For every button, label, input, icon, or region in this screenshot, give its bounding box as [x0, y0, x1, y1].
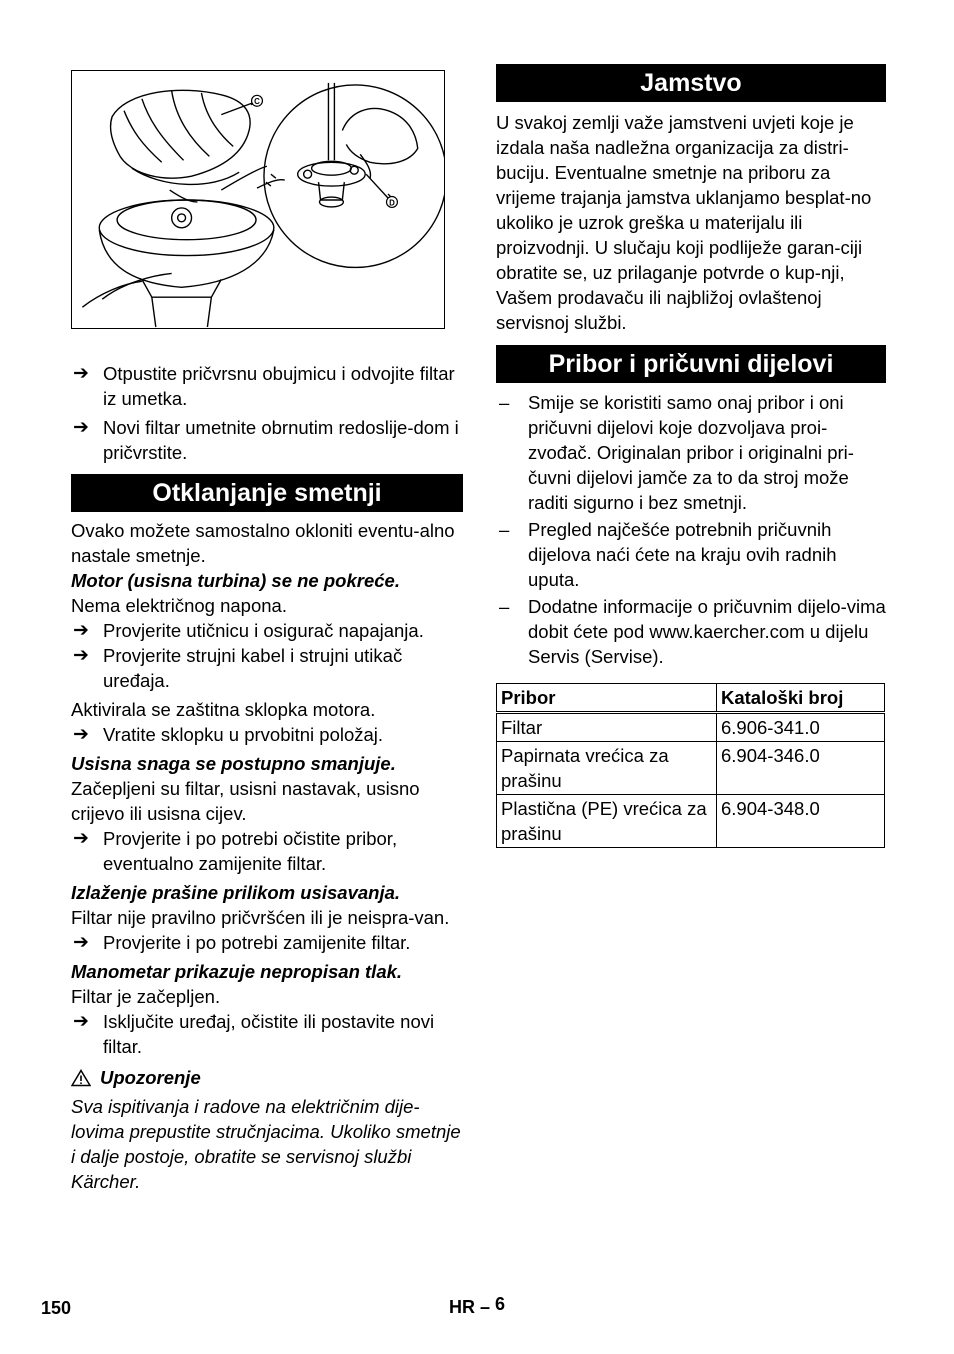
fault-cause: Začepljeni su filtar, usisni nastavak, usisno crijevo ili usisna cijev. [71, 778, 420, 824]
step-item [71, 643, 463, 693]
dash-bullet: – [499, 596, 510, 617]
arrow-icon: ➔ [73, 724, 89, 745]
fault-title: Motor (usisna turbina) se ne pokreće. [71, 570, 400, 591]
table-row [497, 742, 885, 795]
left-column [71, 361, 463, 1194]
step-text: Provjerite utičnicu i osigurač napajanja. [103, 620, 424, 641]
step-text: Otpustite pričvrsnu obujmicu i odvojite filtar iz umetka. [103, 363, 455, 409]
table-cell-accessory: Papirnata vrećica za prašinu [497, 742, 717, 795]
column-header-catalog-number: Kataloški broj [717, 684, 885, 713]
step-text: Provjerite strujni kabel i strujni utikač uređaja. [103, 645, 403, 691]
step-text: Isključite uređaj, očistite ili postavite novi filtar. [103, 1011, 435, 1057]
arrow-icon: ➔ [73, 620, 89, 641]
step-item [71, 722, 463, 747]
intro-text: Ovako možete samostalno okloniti eventu-alno nastale smetnje. [71, 520, 455, 566]
fault-title: Usisna snaga se postupno smanjuje. [71, 753, 396, 774]
step-text: Vratite sklopku u prvobitni položaj. [103, 724, 384, 745]
list-item [496, 517, 886, 592]
fault-title: Manometar prikazuje nepropisan tlak. [71, 961, 403, 982]
warning-heading [71, 1065, 463, 1090]
parts-table [496, 683, 885, 848]
list-item-text: Dodatne informacije o pričuvnim dijelo-vima dobit ćete pod www.kaercher.com u dijelu Servis (Servise). [528, 596, 886, 667]
arrow-icon: ➔ [73, 645, 89, 666]
fault-cause: Filtar je začepljen. [71, 986, 221, 1007]
arrow-icon: ➔ [73, 932, 89, 953]
fault-cause: Nema električnog napona. [71, 595, 287, 616]
language-page-number: 6 [495, 1294, 506, 1314]
dash-bullet: – [499, 392, 510, 413]
column-header-accessory: Pribor [497, 684, 717, 713]
step-text: Novi filtar umetnite obrnutim redoslije-dom i pričvrstite. [103, 417, 459, 463]
section-heading-troubleshooting: Otklanjanje smetnji [71, 474, 463, 512]
page-number: 150 [41, 1298, 72, 1318]
warning-text: Sva ispitivanja i radove na električnim dije-lovima prepustite stručnjacima. Ukoliko smetnje i dalje postoje, obratite se servisnoj službi Kärcher. [71, 1096, 461, 1192]
list-item [496, 594, 886, 669]
step-item [71, 618, 463, 643]
table-cell-accessory: Plastična (PE) vrećica za prašinu [497, 795, 717, 848]
filter-illustration [71, 70, 445, 329]
fault-title: Izlaženje prašine prilikom usisavanja. [71, 882, 401, 903]
table-row [497, 795, 885, 848]
table-cell-catalog-number: 6.904-348.0 [717, 795, 885, 848]
fault-cause: Filtar nije pravilno pričvršćen ili je neispra-van. [71, 907, 450, 928]
table-header-row [497, 684, 885, 713]
section-heading-accessories: Pribor i pričuvni dijelovi [496, 345, 886, 383]
dash-bullet: – [499, 519, 510, 540]
warranty-text: U svakoj zemlji važe jamstveni uvjeti koje je izdala naša nadležna organizacija za distri-buciju. Eventualne smetnje na priboru za vrijeme trajanja jamstva uklanjamo besplat-no ukoliko je uzrok greška u materijalu ili proizvodnji. U slučaju koji podliježe garan-ciji obratite se, uz prilaganje potvrde o kup-nji, Vašem prodavaču ili najbližoj ovlaštenoj servisnoj službi. [496, 112, 872, 333]
callout-d-label: D [389, 198, 395, 208]
filter-removal-drawing [72, 71, 444, 328]
warning-triangle-icon [71, 1069, 91, 1087]
right-column [496, 64, 886, 848]
list-item [496, 390, 886, 515]
arrow-icon: ➔ [73, 1011, 89, 1032]
step-item [71, 930, 463, 955]
section-heading-warranty: Jamstvo [496, 64, 886, 102]
fault-cause: Aktivirala se zaštitna sklopka motora. [71, 699, 376, 720]
step-item [71, 826, 463, 876]
list-item-text: Pregled najčešće potrebnih pričuvnih dijelova naći ćete na kraju ovih radnih uputa. [528, 519, 837, 590]
step-item [71, 361, 463, 411]
arrow-icon: ➔ [73, 363, 89, 384]
callout-c-label: C [254, 97, 260, 107]
table-cell-accessory: Filtar [497, 713, 717, 742]
arrow-icon: ➔ [73, 828, 89, 849]
step-text: Provjerite i po potrebi očistite pribor, eventualno zamijenite filtar. [103, 828, 398, 874]
warning-title: Upozorenje [100, 1067, 201, 1088]
table-cell-catalog-number: 6.906-341.0 [717, 713, 885, 742]
table-row [497, 713, 885, 742]
arrow-icon: ➔ [73, 417, 89, 438]
language-page-label [449, 1294, 506, 1318]
step-item [71, 415, 463, 465]
list-item-text: Smije se koristiti samo onaj pribor i oni pričuvni dijelovi koje dozvoljava proi-zvođač. Originalan pribor i originalni pri-čuvni dijelovi jamče za to da stroj može raditi sigurno i bez smetnji. [528, 392, 854, 513]
step-text: Provjerite i po potrebi zamijenite filtar. [103, 932, 411, 953]
step-item [71, 1009, 463, 1059]
language-code: HR – [449, 1297, 491, 1317]
table-cell-catalog-number: 6.904-346.0 [717, 742, 885, 795]
